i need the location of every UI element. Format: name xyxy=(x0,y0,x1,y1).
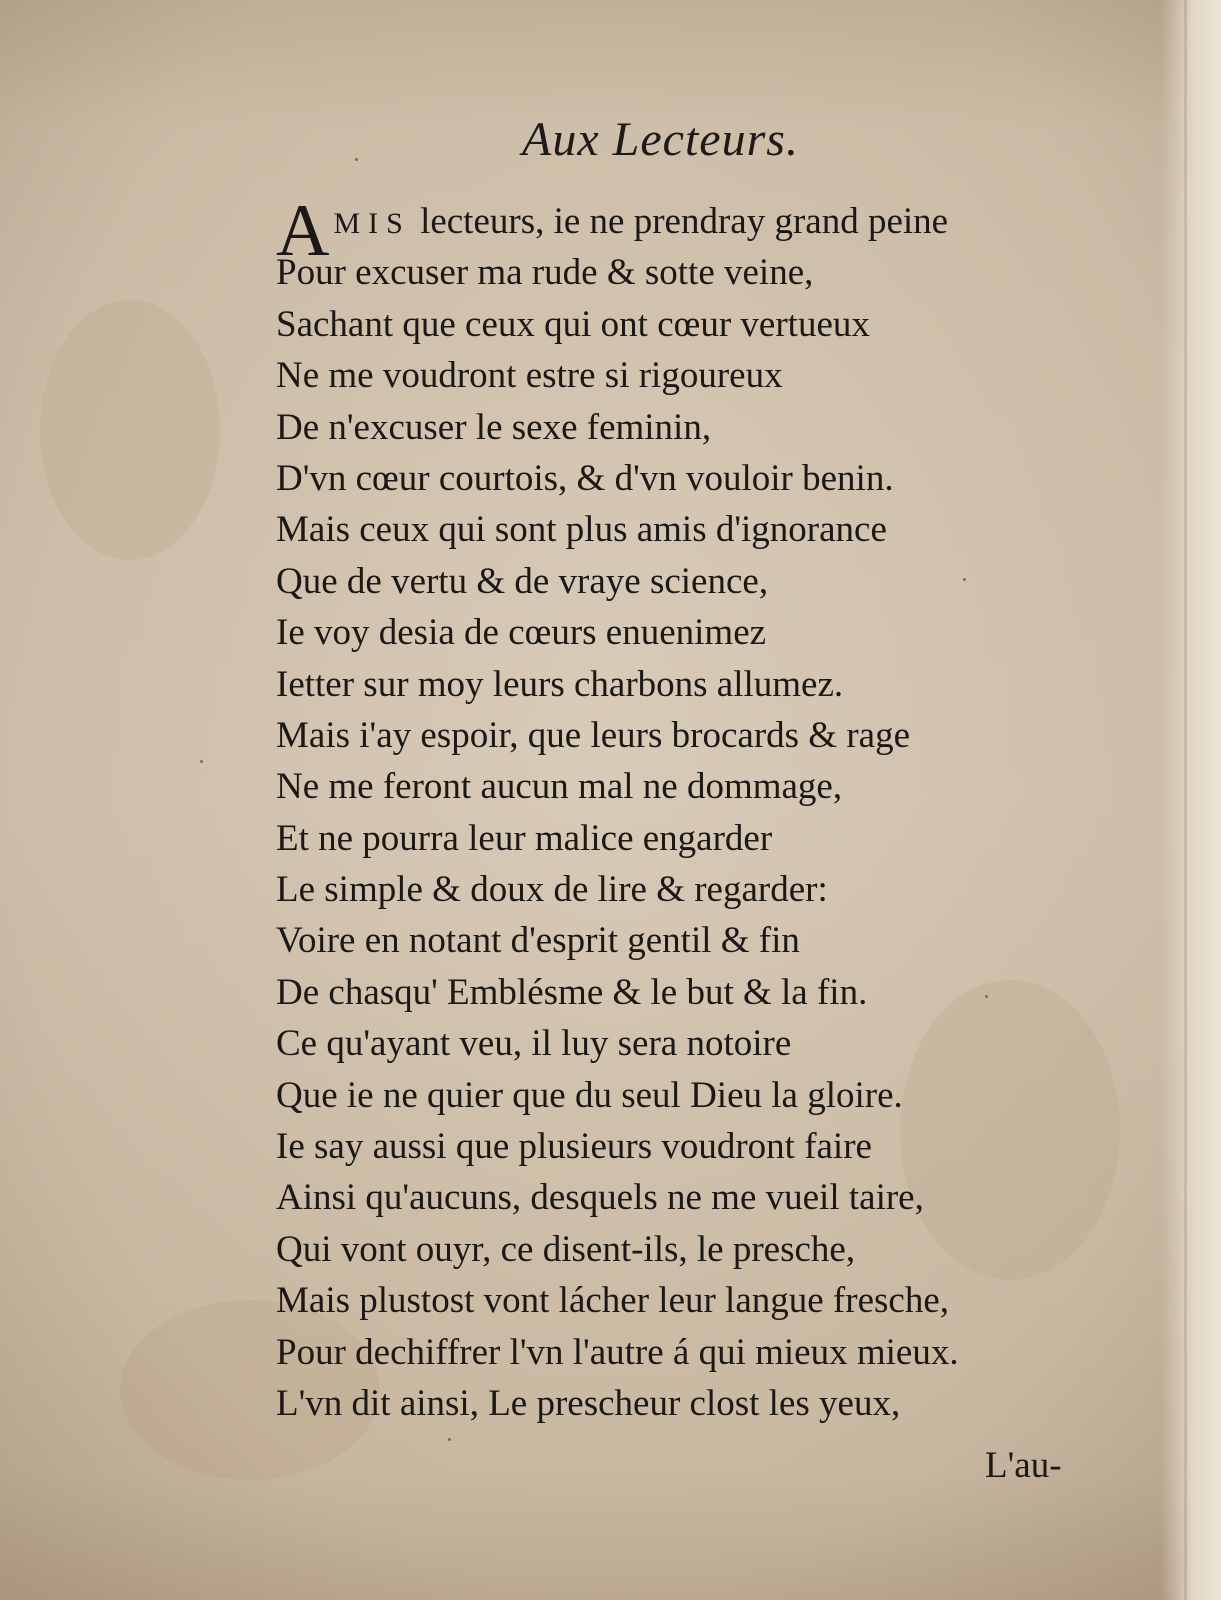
poem-line: Voire en notant d'esprit gentil & fin xyxy=(276,920,800,962)
poem-line: D'vn cœur courtois, & d'vn vouloir benin. xyxy=(276,457,894,499)
poem-line: Le simple & doux de lire & regarder: xyxy=(276,869,828,911)
drop-initial: A xyxy=(276,190,330,273)
poem-line: Pour excuser ma rude & sotte veine, xyxy=(276,252,814,294)
poem-line: Mais ceux qui sont plus amis d'ignorance xyxy=(276,509,887,551)
poem-line: Sachant que ceux qui ont cœur vertueux xyxy=(276,303,870,345)
poem-line: De chasqu' Emblésme & le but & la fin. xyxy=(276,971,868,1013)
poem-line: Pour dechiffrer l'vn l'autre á qui mieux mieux. xyxy=(276,1331,959,1373)
catchword: L'au- xyxy=(985,1445,1062,1486)
first-line-rest: lecteurs, ie ne prendray grand peine xyxy=(410,201,949,242)
first-word-small-caps: MIS xyxy=(333,207,411,240)
poem-line: Que ie ne quier que du seul Dieu la gloire. xyxy=(276,1074,903,1116)
poem-line: Que de vertu & de vraye science, xyxy=(276,560,769,602)
poem-text xyxy=(276,190,1096,1429)
poem-line: De n'excuser le sexe feminin, xyxy=(276,406,712,448)
foxing-stain xyxy=(40,300,220,560)
poem-line: Ainsi qu'aucuns, desquels ne me vueil taire, xyxy=(276,1177,924,1219)
ink-speck xyxy=(200,760,203,763)
poem-line: Ie say aussi que plusieurs voudront faire xyxy=(276,1126,872,1168)
poem-line: Et ne pourra leur malice engarder xyxy=(276,817,773,859)
poem-line: L'vn dit ainsi, Le prescheur clost les yeux, xyxy=(276,1382,901,1424)
page-heading: Aux Lecteurs. xyxy=(522,113,799,166)
poem-line: Ne me feront aucun mal ne dommage, xyxy=(276,766,843,808)
poem-line: Ie voy desia de cœurs enuenimez xyxy=(276,612,767,654)
poem-line: Mais i'ay espoir, que leurs brocards & rage xyxy=(276,714,910,756)
poem-line: Qui vont ouyr, ce disent-ils, le presche, xyxy=(276,1228,856,1270)
ink-speck xyxy=(448,1438,451,1441)
poem-line: Ietter sur moy leurs charbons allumez. xyxy=(276,663,844,705)
page-worn-edge xyxy=(1161,0,1221,1600)
page-edge-shadow xyxy=(1184,0,1187,1600)
poem-line: Ce qu'ayant veu, il luy sera notoire xyxy=(276,1023,792,1065)
poem-line: Ne me voudront estre si rigoureux xyxy=(276,355,783,397)
poem-line: Mais plustost vont lácher leur langue fresche, xyxy=(276,1280,949,1322)
